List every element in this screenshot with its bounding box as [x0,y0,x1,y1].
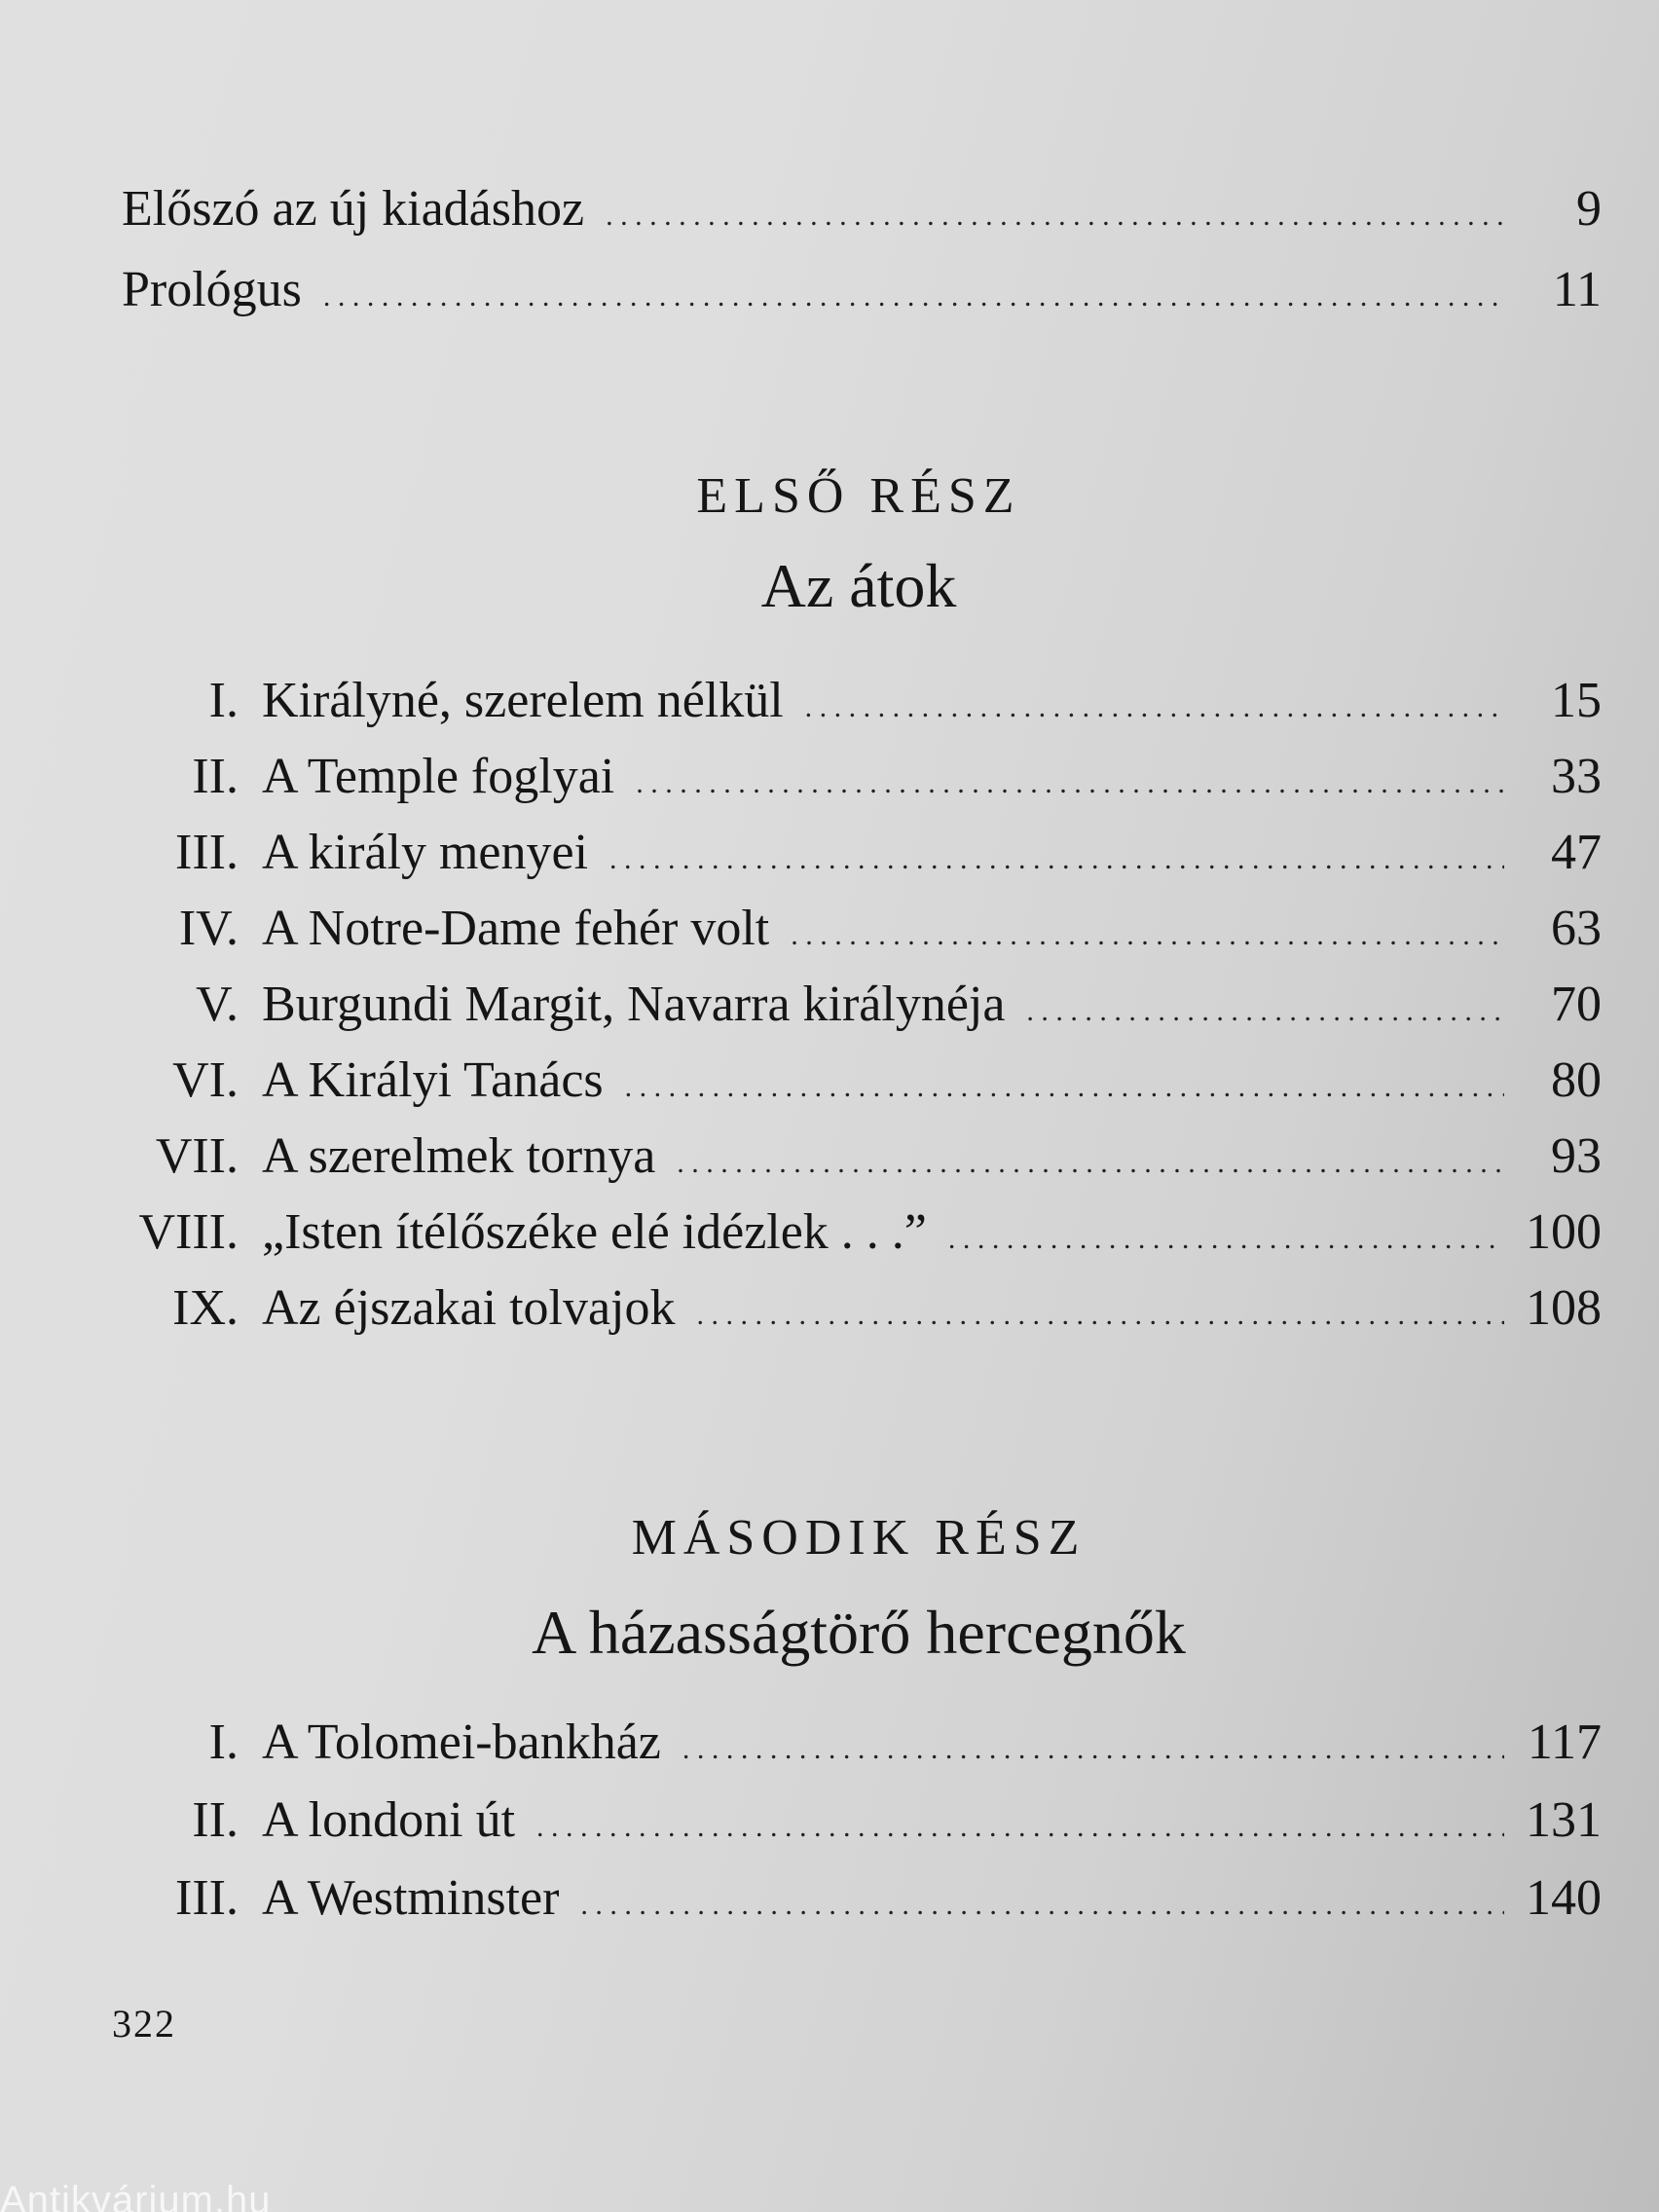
chapter-number: IV. [178,901,239,956]
toc-chapter [107,1279,1602,1337]
page-number: 322 [112,2002,176,2046]
chapter-title: Az éjszakai tolvajok [262,1280,676,1336]
watermark: Antikvárium.hu [0,2179,272,2212]
dot-leader [791,900,1504,957]
toc-entry-title: Előszó az új kiadáshoz [122,181,585,237]
part-one-label: ELSŐ RÉSZ [696,468,1021,524]
chapter-page: 140 [1526,1870,1602,1926]
chapter-number: IX. [172,1280,239,1336]
chapter-number: II. [192,749,239,804]
chapter-page: 63 [1551,901,1602,956]
chapter-title: Burgundi Margit, Navarra királynéja [262,977,1006,1032]
chapter-title: A Westminster [262,1870,560,1926]
toc-chapter [107,1203,1602,1261]
chapter-number: III. [175,825,239,880]
chapter-number: VI. [172,1052,239,1108]
toc-chapter [107,900,1602,957]
dot-leader [536,1791,1504,1849]
chapter-page: 80 [1551,1052,1602,1108]
dot-leader [805,672,1504,729]
dot-leader [580,1869,1504,1927]
chapter-page: 108 [1526,1280,1602,1336]
toc-entry-title: Prológus [122,262,302,317]
toc-entry-page: 11 [1552,262,1602,317]
chapter-title: A szerelmek tornya [262,1128,656,1184]
chapter-page: 15 [1551,673,1602,728]
part-two-title: A házasságtörő hercegnők [532,1598,1186,1667]
dot-leader [697,1279,1504,1337]
toc-chapter [107,1127,1602,1185]
toc-chapter [107,1051,1602,1109]
chapter-number: III. [175,1870,239,1926]
chapter-number: VII. [155,1128,239,1184]
toc-chapter [107,748,1602,805]
chapter-title: Királyné, szerelem nélkül [262,673,784,728]
chapter-number: I. [208,1714,239,1770]
toc-chapter [107,672,1602,729]
chapter-page: 131 [1526,1792,1602,1848]
dot-leader [609,824,1504,881]
toc-entry-prologue [122,261,1602,318]
toc-chapter [107,1791,1602,1849]
chapter-page: 33 [1551,749,1602,804]
part-one-title: Az átok [760,551,957,620]
chapter-page: 93 [1551,1128,1602,1184]
chapter-page: 117 [1527,1714,1602,1770]
chapter-number: V. [196,977,239,1032]
toc-entry-page: 9 [1576,181,1602,237]
chapter-number: II. [192,1792,239,1848]
toc-chapter [107,1869,1602,1927]
chapter-page: 47 [1551,825,1602,880]
toc-chapter [107,1714,1602,1771]
chapter-title: A Királyi Tanács [262,1052,604,1108]
dot-leader [677,1127,1504,1185]
dot-leader [948,1203,1504,1261]
chapter-number: VIII. [138,1204,239,1260]
chapter-page: 100 [1526,1204,1602,1260]
toc-entry-foreword [122,180,1602,238]
chapter-page: 70 [1551,977,1602,1032]
dot-leader [1026,976,1504,1033]
dot-leader [606,180,1504,238]
dot-leader [636,748,1504,805]
chapter-title: A Temple foglyai [262,749,615,804]
chapter-title: A londoni út [262,1792,516,1848]
chapter-title: A Notre-Dame fehér volt [262,901,770,956]
dot-leader [625,1051,1504,1109]
chapter-title: „Isten ítélőszéke elé idézlek . . .” [262,1204,927,1260]
chapter-title: A király menyei [262,825,589,880]
dot-leader [682,1714,1504,1771]
part-two-label: MÁSODIK RÉSZ [631,1510,1087,1566]
dot-leader [323,261,1504,318]
toc-chapter [107,976,1602,1033]
chapter-title: A Tolomei-bankház [262,1714,661,1770]
toc-chapter [107,824,1602,881]
chapter-number: I. [208,673,239,728]
